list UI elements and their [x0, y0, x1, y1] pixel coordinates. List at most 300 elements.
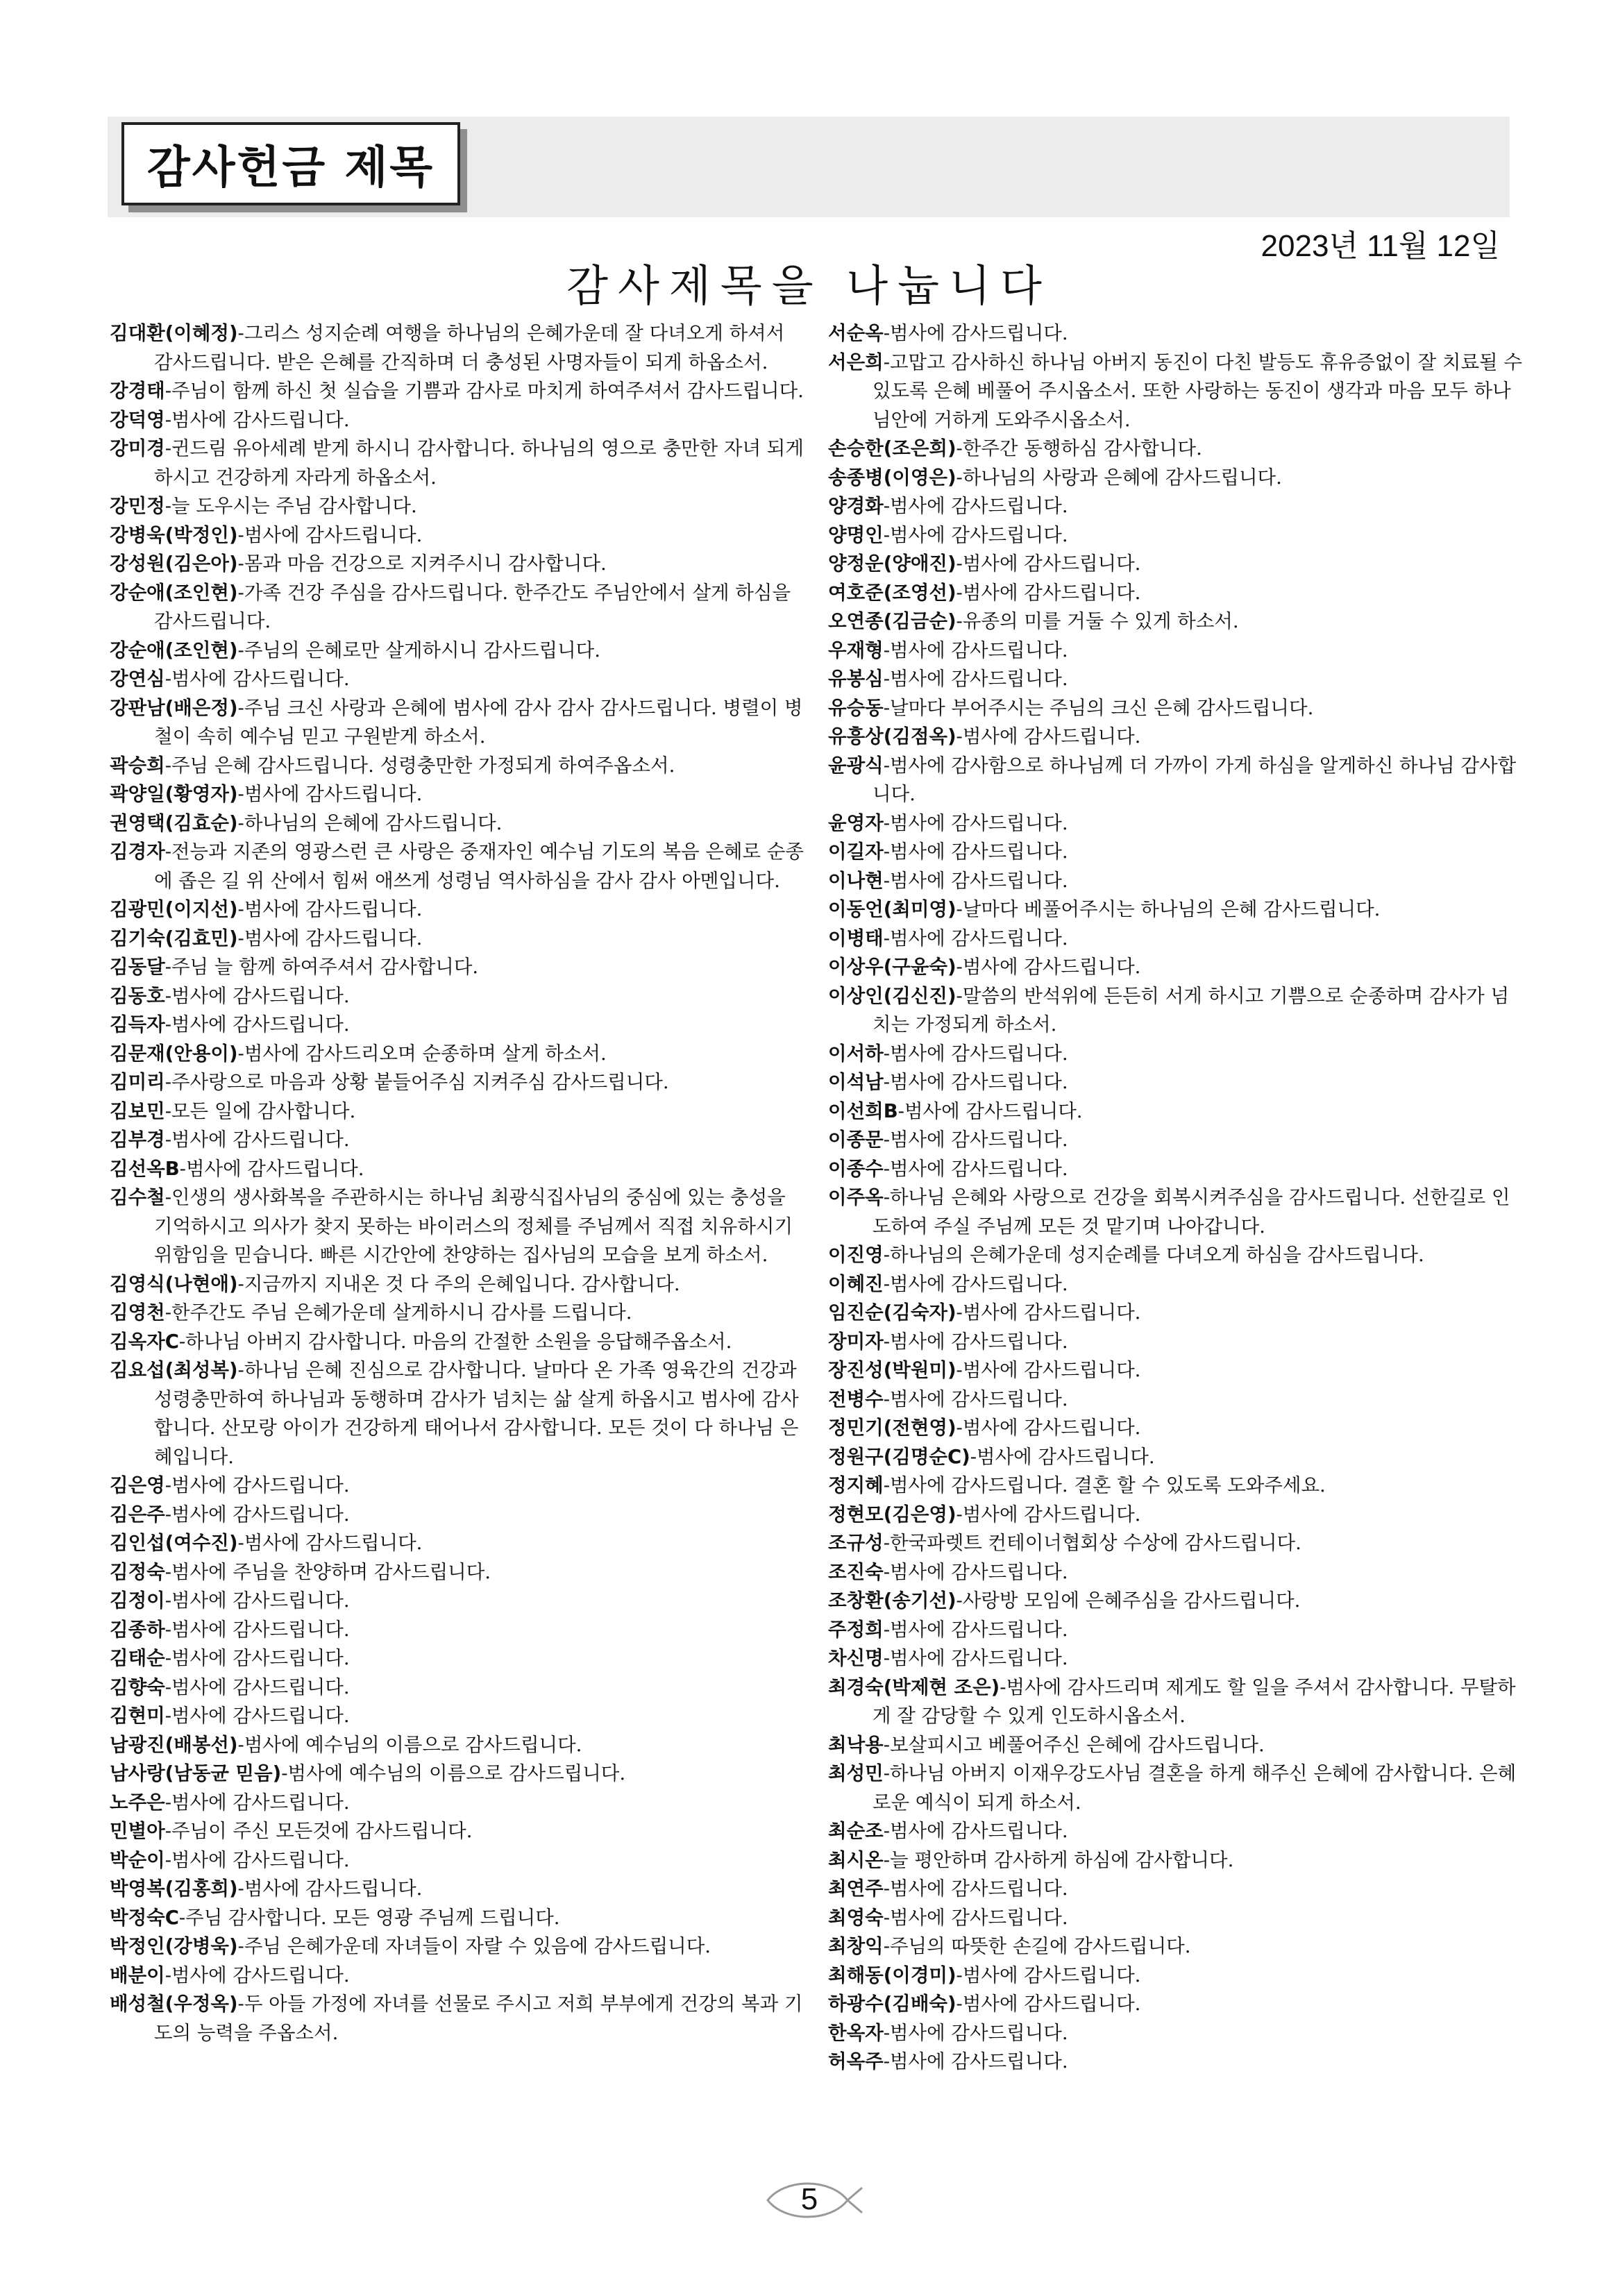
thanks-entry	[828, 809, 1522, 838]
thanks-entry	[828, 982, 1522, 1040]
thanks-entry	[828, 1443, 1522, 1472]
donor-name: 한옥자	[828, 2021, 884, 2044]
thanks-text: -범사에 감사드립니다.	[883, 1330, 1068, 1353]
thanks-text: -범사에 감사드립니다.	[165, 1503, 350, 1526]
thanks-text: -범사에 감사드립니다.	[883, 1042, 1068, 1065]
thanks-entry	[828, 694, 1522, 723]
thanks-entry	[828, 1471, 1522, 1501]
thanks-text: -날마다 부어주시는 주님의 크신 은혜 감사드립니다.	[883, 696, 1314, 719]
donor-name: 정현모(김은영)	[828, 1503, 957, 1526]
thanks-text: -늘 평안하며 감사하게 하심에 감사합니다.	[883, 1848, 1234, 1871]
thanks-entry	[110, 1529, 804, 1558]
thanks-text: -범사에 감사드립니다.	[956, 581, 1141, 604]
thanks-text: -범사에 감사드립니다.	[237, 1877, 423, 1900]
thanks-text: -날마다 베풀어주시는 하나님의 은혜 감사드립니다.	[956, 898, 1381, 920]
thanks-entry	[110, 925, 804, 954]
thanks-text: -범사에 감사드립니다.	[165, 1791, 350, 1814]
donor-name: 장진성(박원미)	[828, 1359, 957, 1381]
thanks-text: -범사에 감사드립니다.	[883, 1387, 1068, 1410]
donor-name: 김인섭(여수진)	[110, 1532, 238, 1554]
thanks-entry	[828, 665, 1522, 694]
thanks-text: -범사에 감사드립니다.	[179, 1157, 364, 1180]
thanks-entry	[828, 1759, 1522, 1817]
thanks-entry	[110, 1328, 804, 1357]
thanks-text: -범사에 감사드립니다.	[165, 668, 350, 690]
thanks-entry	[110, 1471, 804, 1501]
thanks-text: -범사에 감사드립니다.	[970, 1445, 1155, 1468]
thanks-text: -범사에 감사드립니다.	[165, 1589, 350, 1612]
donor-name: 강병욱(박정인)	[110, 523, 238, 546]
thanks-text: -범사에 감사드립니다.	[956, 1301, 1141, 1324]
donor-name: 정지혜	[828, 1474, 884, 1496]
donor-name: 이진영	[828, 1244, 884, 1266]
thanks-text: -주님 감사합니다. 모든 영광 주님께 드립니다.	[178, 1906, 560, 1929]
thanks-entry	[828, 1068, 1522, 1097]
donor-name: 최창익	[828, 1935, 884, 1957]
donor-name: 김은주	[110, 1503, 165, 1526]
thanks-entry	[828, 895, 1522, 925]
donor-name: 최영숙	[828, 1906, 884, 1929]
thanks-entry	[110, 1904, 804, 1933]
thanks-entry	[110, 1702, 804, 1731]
donor-name: 이동언(최미영)	[828, 898, 957, 920]
thanks-text: -지금까지 지내온 것 다 주의 은혜입니다. 감사합니다.	[237, 1272, 680, 1295]
thanks-text: -범사에 감사드립니다.	[165, 984, 350, 1007]
thanks-entry	[828, 1587, 1522, 1616]
thanks-entry	[828, 1673, 1522, 1731]
thanks-entry	[110, 1270, 804, 1299]
donor-name: 김옥자C	[110, 1330, 179, 1353]
page-number	[754, 2172, 865, 2228]
thanks-entry	[110, 1932, 804, 1961]
thanks-text: -범사에 감사드립니다.	[883, 1129, 1068, 1151]
donor-name: 윤광식	[828, 754, 884, 777]
donor-name: 박영복(김홍희)	[110, 1877, 238, 1900]
thanks-entry	[110, 1990, 804, 2048]
thanks-entry	[110, 319, 804, 377]
donor-name: 김경자	[110, 841, 165, 863]
donor-name: 박순이	[110, 1848, 165, 1871]
donor-name: 배분이	[110, 1964, 165, 1986]
thanks-text: -범사에 감사드립니다.	[883, 2050, 1068, 2073]
thanks-entry	[828, 1356, 1522, 1385]
thanks-text: -범사에 감사드립니다.	[956, 552, 1141, 575]
thanks-entry	[110, 550, 804, 579]
thanks-entry	[828, 464, 1522, 493]
thanks-text: -범사에 감사드립니다.	[165, 1647, 350, 1669]
thanks-text: -주님 늘 함께 하여주셔서 감사합니다.	[165, 956, 479, 978]
thanks-entry	[828, 1932, 1522, 1961]
donor-name: 여호준(조영선)	[828, 581, 957, 604]
thanks-entry	[828, 1501, 1522, 1530]
thanks-text: -몸과 마음 건강으로 지켜주시니 감사합니다.	[237, 552, 607, 575]
thanks-text: -범사에 감사드립니다.	[956, 1964, 1141, 1986]
thanks-text: -하나님 은혜 진심으로 감사합니다. 날마다 온 가족 영육간의 건강과 성령충만하여 하나님과 동행하며 감사가 넘치는 삶 살게 하옵시고 범사에 감사합니다. 산모랑 아이가 건강하게 태어나서 감사합니다. 모든 것이 다 하나님 은혜입니다.	[154, 1359, 799, 1468]
thanks-text: -범사에 감사드립니다.	[956, 725, 1141, 748]
donor-name: 정원구(김명순C)	[828, 1445, 970, 1468]
donor-name: 박정인(강병욱)	[110, 1935, 238, 1957]
thanks-entry	[828, 1385, 1522, 1415]
thanks-entry	[828, 953, 1522, 982]
donor-name: 김미리	[110, 1071, 165, 1093]
thanks-entry	[110, 1183, 804, 1270]
thanks-entry	[110, 1126, 804, 1155]
thanks-entry	[110, 1097, 804, 1126]
donor-name: 김종하	[110, 1618, 165, 1641]
thanks-text: -하나님 은혜와 사랑으로 건강을 회복시켜주심을 감사드립니다. 선한길로 인도하여 주실 주님께 모든 것 맡기며 나아갑니다.	[873, 1186, 1510, 1238]
thanks-entry	[828, 1529, 1522, 1558]
thanks-entry	[828, 1126, 1522, 1155]
donor-name: 유봉심	[828, 668, 884, 690]
thanks-entry	[110, 780, 804, 809]
thanks-entry	[828, 319, 1522, 348]
thanks-entry	[828, 2019, 1522, 2048]
donor-name: 허옥주	[828, 2050, 884, 2073]
thanks-text: -주사랑으로 마음과 상황 붙들어주심 지켜주심 감사드립니다.	[165, 1071, 669, 1093]
donor-name: 김동달	[110, 956, 165, 978]
thanks-text: -범사에 감사드립니다.	[883, 1157, 1068, 1180]
donor-name: 김기숙(김효민)	[110, 927, 238, 949]
thanks-entry	[828, 752, 1522, 809]
thanks-text: -범사에 감사드립니다.	[956, 956, 1141, 978]
thanks-entry	[110, 1875, 804, 1904]
thanks-entry	[828, 1155, 1522, 1184]
donor-name: 곽양일(황영자)	[110, 783, 238, 805]
thanks-entry	[828, 348, 1522, 435]
thanks-text: -두 아들 가정에 자녀를 선물로 주시고 저희 부부에게 건강의 복과 기도의 능력을 주옵소서.	[154, 1993, 803, 2044]
thanks-text: -한주간 동행하심 감사합니다.	[956, 437, 1202, 459]
thanks-text: -범사에 감사드립니다.	[165, 408, 350, 431]
donor-name: 장미자	[828, 1330, 884, 1353]
donor-name: 최시온	[828, 1848, 884, 1871]
donor-name: 민별아	[110, 1820, 165, 1842]
thanks-text: -하나님 아버지 감사합니다. 마음의 간절한 소원을 응답해주옵소서.	[178, 1330, 732, 1353]
thanks-entry	[110, 1040, 804, 1069]
thanks-text: -범사에 감사드립니다.	[883, 869, 1068, 892]
thanks-entry	[828, 1183, 1522, 1241]
donor-name: 이상인(김신진)	[828, 984, 957, 1007]
donor-name: 강순애(조인현)	[110, 639, 238, 661]
donor-name: 김보민	[110, 1099, 165, 1122]
donor-name: 전병수	[828, 1387, 884, 1410]
donor-name: 강미경	[110, 437, 165, 459]
thanks-entry	[828, 1731, 1522, 1760]
thanks-text: -주님이 주신 모든것에 감사드립니다.	[165, 1820, 473, 1842]
thanks-text: -범사에 감사드립니다.	[898, 1099, 1083, 1122]
thanks-entry	[828, 925, 1522, 954]
donor-name: 최경숙(박제현 조은)	[828, 1675, 1000, 1698]
thanks-text: -범사에 예수님의 이름으로 감사드립니다.	[237, 1733, 582, 1756]
donor-name: 김동호	[110, 984, 165, 1007]
thanks-entry	[110, 1644, 804, 1673]
thanks-entry	[828, 1414, 1522, 1443]
thanks-entry	[110, 1356, 804, 1471]
thanks-text: -주님의 따뜻한 손길에 감사드립니다.	[883, 1935, 1191, 1957]
left-column	[110, 319, 804, 2048]
donor-name: 남사랑(남동균 믿음)	[110, 1762, 282, 1784]
thanks-entry	[110, 1011, 804, 1040]
thanks-entry	[828, 1097, 1522, 1126]
donor-name: 서순옥	[828, 322, 884, 344]
thanks-entry	[110, 1068, 804, 1097]
thanks-entry	[828, 1875, 1522, 1904]
thanks-text: -말씀의 반석위에 든든히 서게 하시고 기쁨으로 순종하며 감사가 넘치는 가정되게 하소서.	[873, 984, 1510, 1036]
thanks-entry	[110, 377, 804, 406]
thanks-entry	[110, 1731, 804, 1760]
thanks-entry	[828, 1817, 1522, 1846]
thanks-entry	[110, 579, 804, 636]
thanks-text: -범사에 감사드립니다.	[237, 927, 423, 949]
donor-name: 노주은	[110, 1791, 165, 1814]
thanks-entry	[828, 579, 1522, 608]
donor-name: 차신명	[828, 1647, 884, 1669]
donor-name: 김선옥B	[110, 1157, 180, 1180]
thanks-entry	[110, 1759, 804, 1789]
donor-name: 이석남	[828, 1071, 884, 1093]
thanks-text: -늘 도우시는 주님 감사합니다.	[165, 495, 417, 517]
thanks-text: -범사에 감사드립니다.	[883, 639, 1068, 661]
thanks-text: -주님 은혜 감사드립니다. 성령충만한 가정되게 하여주옵소서.	[165, 754, 675, 777]
donor-name: 하광수(김배숙)	[828, 1993, 957, 2015]
thanks-text: -그리스 성지순례 여행을 하나님의 은혜가운데 잘 다녀오게 하셔서 감사드립니다. 받은 은혜를 간직하며 더 충성된 사명자들이 되게 하옵소서.	[154, 322, 785, 373]
thanks-text: -모든 일에 감사합니다.	[165, 1099, 356, 1122]
thanks-entry	[828, 1040, 1522, 1069]
thanks-text: -범사에 감사드립니다.	[165, 1013, 350, 1036]
thanks-entry	[110, 521, 804, 550]
thanks-text: -범사에 감사드립니다.	[883, 1820, 1068, 1842]
donor-name: 서은희	[828, 351, 884, 373]
thanks-text: -범사에 감사드립니다.	[883, 1560, 1068, 1583]
thanks-entry	[110, 665, 804, 694]
donor-name: 강덕영	[110, 408, 165, 431]
thanks-entry	[110, 1587, 804, 1616]
donor-name: 이상우(구윤숙)	[828, 956, 957, 978]
donor-name: 유흥상(김점옥)	[828, 725, 957, 748]
thanks-text: -보살피시고 베풀어주신 은혜에 감사드립니다.	[883, 1733, 1265, 1756]
thanks-text: -범사에 감사드립니다.	[165, 1129, 350, 1151]
donor-name: 김정이	[110, 1589, 165, 1612]
donor-name: 최성민	[828, 1762, 884, 1784]
thanks-text: -유종의 미를 거둘 수 있게 하소서.	[956, 610, 1239, 632]
right-column	[828, 319, 1522, 2077]
donor-name: 배성철(우정옥)	[110, 1993, 238, 2015]
date-label: 2023년 11월 12일	[1261, 229, 1500, 263]
thanks-text: -범사에 감사드립니다.	[956, 1503, 1141, 1526]
thanks-text: -범사에 감사드립니다.	[165, 1618, 350, 1641]
thanks-entry	[828, 607, 1522, 636]
donor-name: 곽승희	[110, 754, 165, 777]
thanks-entry	[110, 982, 804, 1011]
donor-name: 강순애(조인현)	[110, 581, 238, 604]
section-heading: 감사제목을 나눕니다	[566, 260, 1052, 311]
thanks-text: -한국파렛트 컨테이너협회상 수상에 감사드립니다.	[883, 1532, 1301, 1554]
thanks-entry	[828, 1558, 1522, 1587]
thanks-text: -범사에 감사드리며 제게도 할 일을 주셔서 감사합니다. 무탈하게 잘 감당할 수 있게 인도하시옵소서.	[873, 1675, 1516, 1727]
thanks-entry	[828, 1328, 1522, 1357]
thanks-entry	[828, 1299, 1522, 1328]
thanks-text: -귄드림 유아세례 받게 하시니 감사합니다. 하나님의 영으로 충만한 자녀 되게 하시고 건강하게 자라게 하옵소서.	[154, 437, 804, 489]
thanks-text: -범사에 감사드립니다.	[883, 1071, 1068, 1093]
donor-name: 김향숙	[110, 1675, 165, 1698]
donor-name: 이주옥	[828, 1186, 884, 1208]
thanks-text: -주님이 함께 하신 첫 실습을 기쁨과 감사로 마치게 하여주셔서 감사드립니다.	[165, 380, 804, 402]
donor-name: 남광진(배봉선)	[110, 1733, 238, 1756]
donor-name: 이종문	[828, 1129, 884, 1151]
donor-name: 양명인	[828, 523, 884, 546]
thanks-text: -전능과 지존의 영광스런 큰 사랑은 중재자인 예수님 기도의 복음 은혜로 순종에 좁은 길 위 산에서 힘써 애쓰게 성령님 역사하심을 감사 감사 아멘입니다.	[154, 841, 804, 892]
thanks-entry	[110, 1299, 804, 1328]
thanks-entry	[110, 434, 804, 492]
thanks-text: -범사에 감사드립니다.	[883, 1618, 1068, 1641]
thanks-entry	[828, 1241, 1522, 1270]
donor-name: 이서하	[828, 1042, 884, 1065]
donor-name: 이병태	[828, 927, 884, 949]
donor-name: 권영택(김효순)	[110, 811, 238, 834]
thanks-entry	[828, 550, 1522, 579]
thanks-entry	[110, 1961, 804, 1991]
donor-name: 김요섭(최성복)	[110, 1359, 238, 1381]
thanks-text: -범사에 감사드립니다.	[165, 1964, 350, 1986]
thanks-text: -하나님의 사랑과 은혜에 감사드립니다.	[956, 466, 1282, 489]
donor-name: 강성원(김은아)	[110, 552, 238, 575]
thanks-text: -범사에 감사드립니다.	[883, 1906, 1068, 1929]
thanks-text: -범사에 주님을 찬양하며 감사드립니다.	[165, 1560, 491, 1583]
donor-name: 송종병(이영은)	[828, 466, 957, 489]
thanks-text: -범사에 감사드립니다.	[883, 1272, 1068, 1295]
thanks-entry	[828, 1961, 1522, 1991]
thanks-entry	[110, 636, 804, 666]
thanks-text: -주님 은혜가운데 자녀들이 자랄 수 있음에 감사드립니다.	[237, 1935, 711, 1957]
thanks-text: -범사에 감사드립니다.	[237, 898, 423, 920]
donor-name: 조진숙	[828, 1560, 884, 1583]
donor-name: 김광민(이지선)	[110, 898, 238, 920]
page-number-label: 5	[800, 2182, 818, 2216]
donor-name: 조창환(송기선)	[828, 1589, 957, 1612]
donor-name: 이나현	[828, 869, 884, 892]
thanks-text: -범사에 감사드립니다.	[237, 523, 423, 546]
donor-name: 김현미	[110, 1705, 165, 1727]
thanks-entry	[828, 867, 1522, 896]
thanks-entry	[828, 521, 1522, 550]
thanks-text: -범사에 감사드립니다.	[956, 1417, 1141, 1439]
donor-name: 양경화	[828, 495, 884, 517]
thanks-entry	[110, 1616, 804, 1645]
donor-name: 김부경	[110, 1129, 165, 1151]
thanks-text: -범사에 감사드립니다.	[883, 1877, 1068, 1900]
thanks-entry	[110, 1846, 804, 1875]
thanks-entry	[110, 838, 804, 895]
donor-name: 박정숙C	[110, 1906, 179, 1929]
thanks-text: -고맙고 감사하신 하나님 아버지 동진이 다친 발등도 휴유증없이 잘 치료될 수 있도록 은혜 베풀어 주시옵소서. 또한 사랑하는 동진이 생각과 마음 모두 하나님안에 거하게 도와주시옵소서.	[873, 351, 1522, 431]
thanks-entry	[828, 1644, 1522, 1673]
donor-name: 양정운(양애진)	[828, 552, 957, 575]
donor-name: 최해동(이경미)	[828, 1964, 957, 1986]
thanks-entry	[110, 1558, 804, 1587]
thanks-text: -범사에 감사드립니다.	[883, 811, 1068, 834]
thanks-entry	[110, 1817, 804, 1846]
thanks-entry	[828, 1904, 1522, 1933]
thanks-entry	[828, 1616, 1522, 1645]
thanks-text: -범사에 감사드립니다.	[883, 523, 1068, 546]
thanks-text: -범사에 감사드립니다.	[165, 1474, 350, 1496]
thanks-text: -범사에 감사드립니다.	[883, 495, 1068, 517]
thanks-entry	[828, 838, 1522, 867]
donor-name: 최순조	[828, 1820, 884, 1842]
donor-name: 조규성	[828, 1532, 884, 1554]
thanks-text: -사랑방 모임에 은혜주심을 감사드립니다.	[956, 1589, 1301, 1612]
donor-name: 김정숙	[110, 1560, 165, 1583]
donor-name: 김문재(안용이)	[110, 1042, 238, 1065]
donor-name: 최낙용	[828, 1733, 884, 1756]
thanks-entry	[110, 953, 804, 982]
thanks-text: -한주간도 주님 은혜가운데 살게하시니 감사를 드립니다.	[165, 1301, 632, 1324]
thanks-text: -주님의 은혜로만 살게하시니 감사드립니다.	[237, 639, 600, 661]
donor-name: 김태순	[110, 1647, 165, 1669]
thanks-entry	[828, 636, 1522, 666]
donor-name: 유승동	[828, 696, 884, 719]
thanks-entry	[110, 809, 804, 838]
thanks-text: -주님 크신 사랑과 은혜에 범사에 감사 감사 감사드립니다. 병렬이 병철이 속히 예수님 믿고 구원받게 하소서.	[154, 696, 803, 748]
thanks-entry	[110, 1501, 804, 1530]
thanks-entry	[110, 1789, 804, 1818]
thanks-entry	[110, 1673, 804, 1703]
donor-name: 강경태	[110, 380, 165, 402]
donor-name: 김득자	[110, 1013, 165, 1036]
donor-name: 강연심	[110, 668, 165, 690]
donor-name: 김은영	[110, 1474, 165, 1496]
thanks-entry	[110, 492, 804, 521]
donor-name: 김영식(나현애)	[110, 1272, 238, 1295]
donor-name: 손승한(조은희)	[828, 437, 957, 459]
thanks-text: -범사에 감사드립니다.	[883, 841, 1068, 863]
thanks-text: -범사에 감사드립니다.	[165, 1675, 350, 1698]
thanks-entry	[828, 723, 1522, 752]
thanks-text: -가족 건강 주심을 감사드립니다. 한주간도 주님안에서 살게 하심을 감사드립니다.	[154, 581, 791, 632]
thanks-text: -인생의 생사화복을 주관하시는 하나님 최광식집사님의 중심에 있는 충성을 기억하시고 의사가 찾지 못하는 바이러스의 정체를 주님께서 직접 치유하시기 위함임을 믿습니다. 빠른 시간안에 찬양하는 집사님의 모습을 보게 하소서.	[154, 1186, 793, 1266]
donor-name: 이길자	[828, 841, 884, 863]
thanks-text: -범사에 감사드립니다.	[883, 1647, 1068, 1669]
donor-name: 이혜진	[828, 1272, 884, 1295]
donor-name: 오연종(김금순)	[828, 610, 957, 632]
donor-name: 강민정	[110, 495, 165, 517]
thanks-text: -범사에 감사드립니다.	[237, 783, 423, 805]
thanks-text: -범사에 감사드립니다.	[883, 927, 1068, 949]
thanks-entry	[828, 1270, 1522, 1299]
donor-name: 정민기(전현영)	[828, 1417, 957, 1439]
thanks-entry	[110, 895, 804, 925]
donor-name: 강판남(배은정)	[110, 696, 238, 719]
thanks-text: -범사에 감사드립니다.	[165, 1848, 350, 1871]
donor-name: 임진순(김숙자)	[828, 1301, 957, 1324]
thanks-text: -범사에 감사드립니다. 결혼 할 수 있도록 도와주세요.	[883, 1474, 1326, 1496]
donor-name: 김대환(이혜정)	[110, 322, 238, 344]
thanks-text: -하나님 아버지 이재우강도사님 결혼을 하게 해주신 은혜에 감사합니다. 은혜로운 예식이 되게 하소서.	[873, 1762, 1517, 1814]
thanks-text: -범사에 감사드립니다.	[165, 1705, 350, 1727]
thanks-text: -하나님의 은혜가운데 성지순례를 다녀오게 하심을 감사드립니다.	[883, 1244, 1424, 1266]
page-title: 감사헌금 제목	[121, 122, 460, 205]
donor-name: 이선희B	[828, 1099, 898, 1122]
thanks-text: -범사에 감사드립니다.	[883, 668, 1068, 690]
thanks-entry	[110, 694, 804, 752]
donor-name: 윤영자	[828, 811, 884, 834]
thanks-entry	[828, 434, 1522, 464]
donor-name: 이종수	[828, 1157, 884, 1180]
thanks-text: -범사에 감사드립니다.	[956, 1359, 1141, 1381]
thanks-entry	[828, 2048, 1522, 2077]
thanks-entry	[828, 1846, 1522, 1875]
thanks-text: -범사에 감사드립니다.	[883, 2021, 1068, 2044]
thanks-entry	[110, 1155, 804, 1184]
